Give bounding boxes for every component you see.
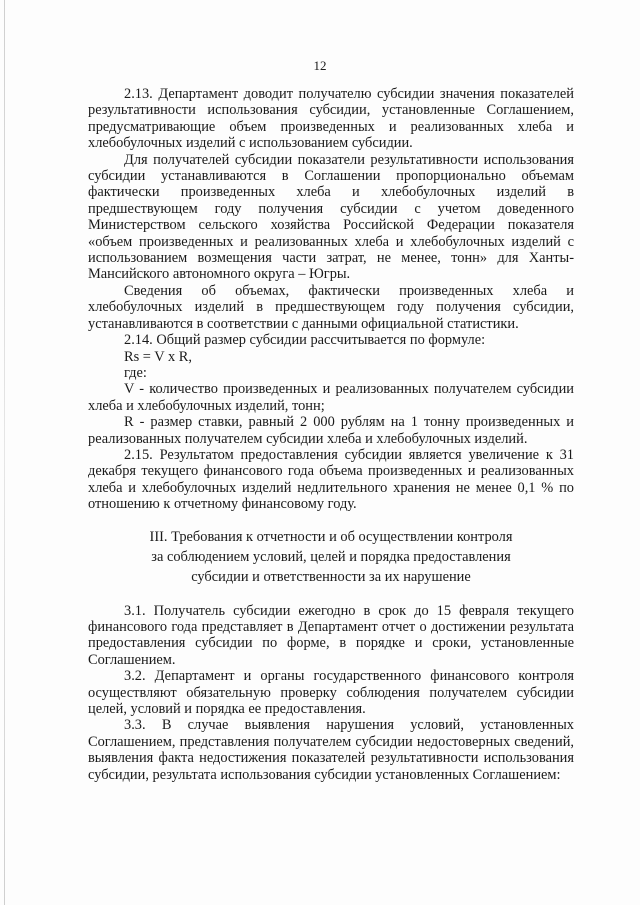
formula-where: где: bbox=[124, 364, 147, 381]
page-number: 12 bbox=[313, 58, 327, 73]
document-body bbox=[88, 86, 574, 783]
section-heading-line: III. Требования к отчетности и об осуществлении контроля bbox=[149, 528, 513, 545]
paragraph-3-1: 3.1. Получатель субсидии ежегодно в срок до 15 февраля текущего финансового года представляет в Департамент отчет о достижении результата предоставления субсидии по форме, в порядке и сроки, установленные Соглашением. bbox=[88, 602, 574, 668]
section-heading-line: субсидии и ответственности за их нарушение bbox=[191, 568, 471, 585]
paragraph-3-2: 3.2. Департамент и органы государственного финансового контроля осуществляют обязательную проверку соблюдения получателем субсидии целей, условий и порядка ее предоставления. bbox=[88, 668, 574, 717]
paragraph-3-3: 3.3. В случае выявления нарушения условий, установленных Соглашением, представления получателем субсидии недостоверных сведений, выявления факта недостижения показателей результативности использования субсидии, результата использования субсидии установленных Соглашением: bbox=[88, 717, 574, 783]
section-heading bbox=[88, 527, 574, 587]
paragraph-2-14: 2.14. Общий размер субсидии рассчитывается по формуле: bbox=[124, 332, 486, 349]
formula: Rs = V x R, bbox=[124, 348, 192, 365]
formula-r-definition: R - размер ставки, равный 2 000 рублям на 1 тонну произведенных и реализованных получателем субсидии хлеба и хлебобулочных изделий. bbox=[88, 414, 574, 447]
paragraph-indicators: Для получателей субсидии показатели результативности использования субсидии устанавливаются в Соглашении пропорционально объемам фактически произведенных хлеба и хлебобулочных изделий в предшествующем году получения субсидии с учетом доведенного Министерством сельского хозяйства Российской Федерации показателя «объем произведенных и реализованных хлеба и хлебобулочных изделий с использованием возмещения части затрат, не менее, тонн» для Ханты-Мансийского автономного округа – Югры. bbox=[88, 151, 574, 283]
section-heading-line: за соблюдением условий, целей и порядка предоставления bbox=[151, 548, 511, 565]
paragraph-statistics: Сведения об объемах, фактически произведенных хлеба и хлебобулочных изделий в предшествующем году получения субсидии, устанавливаются в соответствии с данными официальной статистики. bbox=[88, 282, 574, 332]
formula-v-definition: V - количество произведенных и реализованных получателем субсидии хлеба и хлебобулочных изделий, тонн; bbox=[88, 381, 574, 414]
paragraph-2-13: 2.13. Департамент доводит получателю субсидии значения показателей результативности использования субсидии, установленные Соглашением, предусматривающие объем произведенных и реализованных хлеба и хлебобулочных изделий с использованием субсидии. bbox=[88, 86, 574, 152]
paragraph-2-15: 2.15. Результатом предоставления субсидии является увеличение к 31 декабря текущего финансового года объема произведенных и реализованных хлеба и хлебобулочных изделий недлительного хранения не менее 0,1 % по отношению к отчетному финансовому году. bbox=[88, 446, 574, 513]
page-edge bbox=[4, 0, 5, 905]
